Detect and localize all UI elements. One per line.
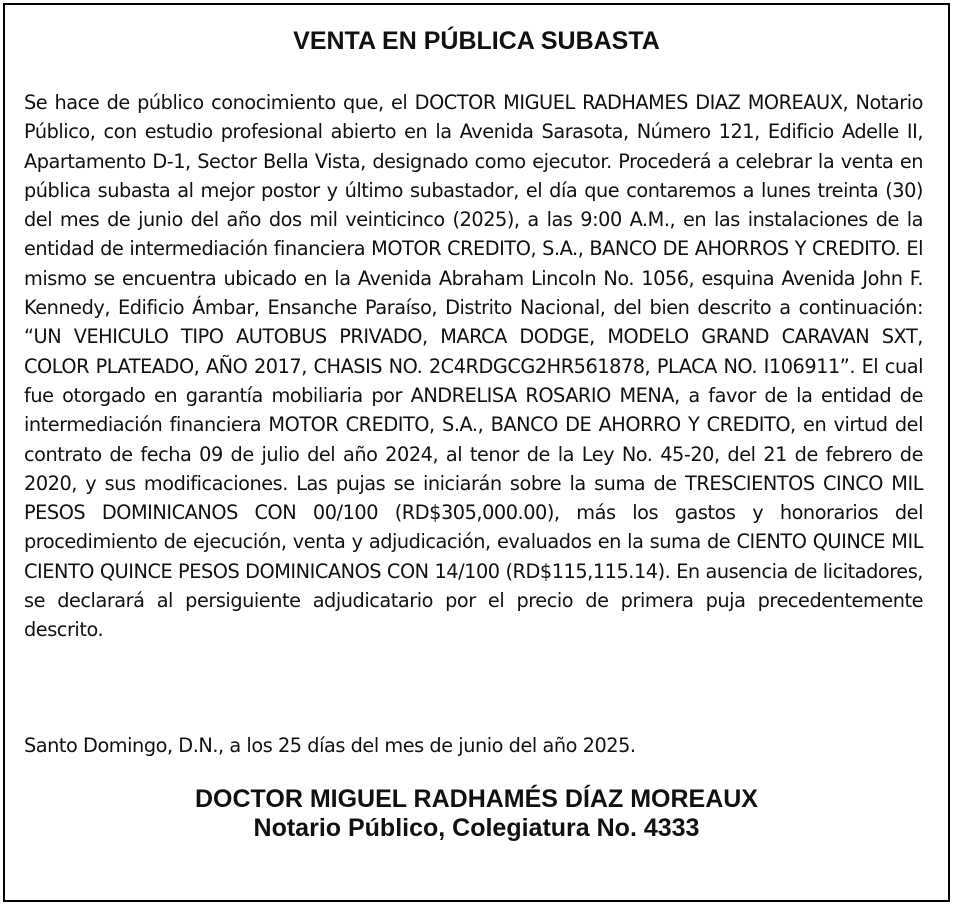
notice-dateline: Santo Domingo, D.N., a los 25 días del mes de junio del año 2025. xyxy=(24,734,636,757)
signature-role: Notario Público, Colegiatura No. 4333 xyxy=(253,814,700,842)
signature-name: DOCTOR MIGUEL RADHAMÉS DÍAZ MOREAUX xyxy=(195,785,758,813)
notice-title: VENTA EN PÚBLICA SUBASTA xyxy=(293,27,660,55)
signature-block xyxy=(0,785,953,843)
notice-body: Se hace de público conocimiento que, el DOCTOR MIGUEL RADHAMES DIAZ MOREAUX, Notario Público, con estudio profesional abierto en la Avenida Sarasota, Número 121, Edificio Adelle II, Apartamento D-1, Sector Bella Vista, designado como ejecutor. Procederá a celebrar la venta en pública subasta al mejor postor y último subastador, el día que contaremos a lunes treinta (30) del mes de junio del año dos mil veinticinco (2025), a las 9:00 A.M., en las instalaciones de la entidad de intermediación financiera MOTOR CREDITO, S.A., BANCO DE AHORROS Y CREDITO. El mismo se encuentra ubicado en la Avenida Abraham Lincoln No. 1056, esquina Avenida John F. Kennedy, Edificio Ámbar, Ensanche Paraíso, Distrito Nacional, del bien descrito a continuación: “UN VEHICULO TIPO AUTOBUS PRIVADO, MARCA DODGE, MODELO GRAND CARAVAN SXT, COLOR PLATEADO, AÑO 2017, CHASIS NO. 2C4RDGCG2HR561878, PLACA NO. I106911”. El cual fue otorgado en garantía mobiliaria por ANDRELISA ROSARIO MENA, a favor de la entidad de intermediación financiera MOTOR CREDITO, S.A., BANCO DE AHORRO Y CREDITO, en virtud del contrato de fecha 09 de julio del año 2024, al tenor de la Ley No. 45-20, del 21 de febrero de 2020, y sus modificaciones. Las pujas se iniciarán sobre la suma de TRESCIENTOS CINCO MIL PESOS DOMINICANOS CON 00/100 (RD$305,000.00), más los gastos y honorarios del procedimiento de ejecución, venta y adjudicación, evaluados en la suma de CIENTO QUINCE MIL CIENTO QUINCE PESOS DOMINICANOS CON 14/100 (RD$115,115.14). En ausencia de licitadores, se declarará al persiguiente adjudicatario por el precio de primera puja precedentemente descrito. xyxy=(24,91,923,642)
